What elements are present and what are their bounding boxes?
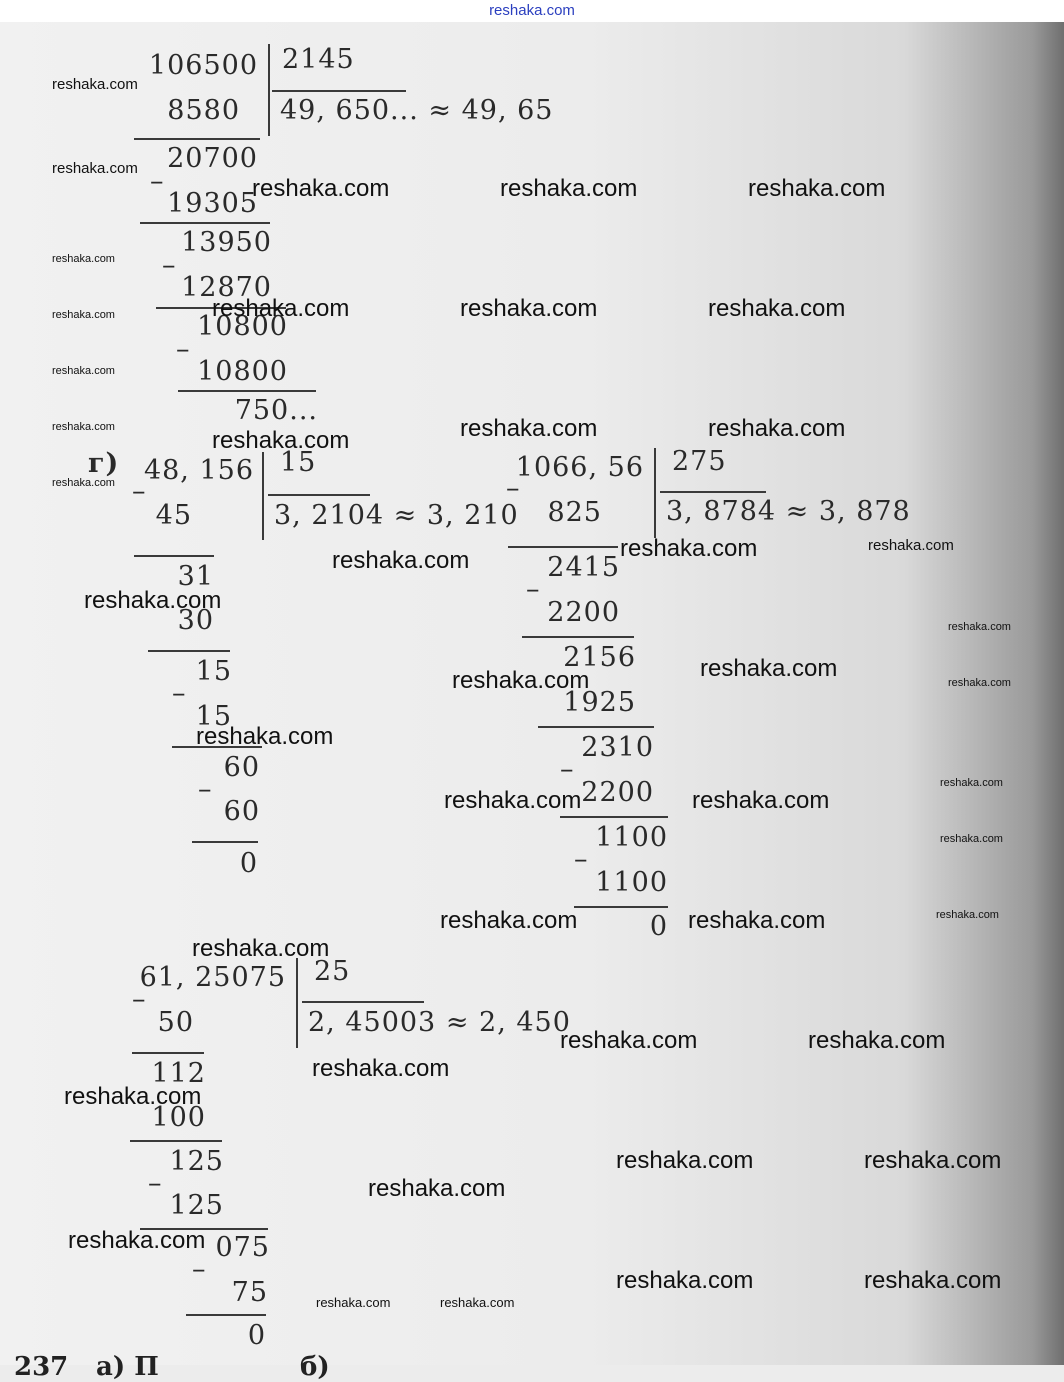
step-line bbox=[574, 906, 668, 908]
exercise-number: 237 bbox=[14, 1352, 69, 1382]
watermark: reshaka.com bbox=[500, 175, 638, 202]
step-line bbox=[130, 1140, 222, 1142]
watermark: reshaka.com bbox=[252, 175, 390, 202]
minus-sign: – bbox=[150, 166, 165, 197]
watermark: reshaka.com bbox=[948, 621, 1011, 633]
step: 112 bbox=[151, 1058, 206, 1089]
division-bar bbox=[268, 44, 270, 136]
step: 125 bbox=[169, 1146, 224, 1177]
step: 2415 bbox=[547, 552, 620, 583]
step-line bbox=[508, 546, 618, 548]
next-exercise-cut bbox=[0, 1350, 1064, 1382]
minus-sign: – bbox=[574, 844, 589, 875]
step-line bbox=[140, 222, 270, 224]
step: 1100 bbox=[595, 822, 668, 853]
watermark: reshaka.com bbox=[616, 1147, 754, 1174]
division-bar bbox=[262, 452, 264, 540]
step: 2156 bbox=[563, 642, 636, 673]
step-line bbox=[178, 390, 316, 392]
watermark: reshaka.com bbox=[196, 723, 334, 750]
watermark: reshaka.com bbox=[192, 935, 330, 962]
divisor: 15 bbox=[280, 447, 317, 478]
minus-sign: – bbox=[198, 774, 213, 805]
dividend: 1066, 56 bbox=[515, 452, 644, 483]
watermark: reshaka.com bbox=[444, 787, 582, 814]
watermark: reshaka.com bbox=[64, 1083, 202, 1110]
step: 20700 bbox=[167, 143, 258, 174]
watermark: reshaka.com bbox=[460, 415, 598, 442]
minus-sign: – bbox=[526, 574, 541, 605]
step: 8580 bbox=[167, 95, 240, 126]
step: 60 bbox=[223, 752, 260, 783]
watermark: reshaka.com bbox=[692, 787, 830, 814]
watermark: reshaka.com bbox=[708, 415, 846, 442]
watermark: reshaka.com bbox=[616, 1267, 754, 1294]
watermark: reshaka.com bbox=[52, 160, 138, 177]
step: 30 bbox=[177, 605, 214, 636]
remainder: 0 bbox=[239, 848, 258, 879]
watermark: reshaka.com bbox=[68, 1227, 206, 1254]
quotient: 2, 45003 ≈ 2, 450 bbox=[308, 1007, 571, 1038]
division-bar bbox=[654, 448, 656, 538]
divisor: 275 bbox=[672, 446, 727, 477]
step-line bbox=[148, 650, 230, 652]
divisor-line bbox=[660, 491, 766, 493]
step-line bbox=[186, 1314, 266, 1316]
step: 13950 bbox=[181, 227, 272, 258]
watermark: reshaka.com bbox=[52, 365, 115, 377]
step: 2310 bbox=[581, 732, 654, 763]
step: 1925 bbox=[563, 687, 636, 718]
division-bar bbox=[296, 958, 298, 1048]
step: 15 bbox=[195, 656, 232, 687]
cut-text: а) П bbox=[96, 1352, 159, 1382]
step-line bbox=[134, 555, 214, 557]
step-line bbox=[522, 636, 634, 638]
step-line bbox=[538, 726, 654, 728]
watermark: reshaka.com bbox=[52, 421, 115, 433]
site-header[interactable]: reshaka.com bbox=[489, 2, 575, 19]
watermark: reshaka.com bbox=[52, 253, 115, 265]
watermark: reshaka.com bbox=[52, 477, 115, 489]
watermark: reshaka.com bbox=[708, 295, 846, 322]
watermark: reshaka.com bbox=[52, 309, 115, 321]
watermark: reshaka.com bbox=[864, 1147, 1002, 1174]
divisor: 2145 bbox=[282, 44, 355, 75]
step: 075 bbox=[215, 1232, 270, 1263]
watermark: reshaka.com bbox=[864, 1267, 1002, 1294]
step: 15 bbox=[195, 701, 232, 732]
step: 1100 bbox=[595, 867, 668, 898]
remainder: 0 bbox=[649, 911, 668, 942]
divisor-line bbox=[272, 90, 406, 92]
watermark: reshaka.com bbox=[620, 535, 758, 562]
step: 60 bbox=[223, 796, 260, 827]
step-line bbox=[560, 816, 668, 818]
watermark: reshaka.com bbox=[212, 295, 350, 322]
watermark: reshaka.com bbox=[312, 1055, 450, 1082]
watermark: reshaka.com bbox=[940, 833, 1003, 845]
watermark: reshaka.com bbox=[332, 547, 470, 574]
remainder: 0 bbox=[247, 1320, 266, 1351]
watermark: reshaka.com bbox=[316, 1295, 391, 1310]
dividend: 48, 156 bbox=[143, 455, 254, 486]
watermark: reshaka.com bbox=[368, 1175, 506, 1202]
divisor: 25 bbox=[314, 956, 351, 987]
step: 12870 bbox=[181, 272, 272, 303]
quotient: 3, 8784 ≈ 3, 878 bbox=[666, 496, 911, 527]
watermark: reshaka.com bbox=[700, 655, 838, 682]
step-line bbox=[134, 138, 260, 140]
step: 10800 bbox=[197, 311, 288, 342]
step: 19305 bbox=[167, 188, 258, 219]
minus-sign: – bbox=[162, 250, 177, 281]
step: 100 bbox=[151, 1102, 206, 1133]
part-label: г) bbox=[88, 448, 120, 479]
step: 10800 bbox=[197, 356, 288, 387]
watermark: reshaka.com bbox=[212, 427, 350, 454]
watermark: reshaka.com bbox=[940, 777, 1003, 789]
minus-sign: – bbox=[506, 473, 521, 504]
step: 125 bbox=[169, 1190, 224, 1221]
watermark: reshaka.com bbox=[688, 907, 826, 934]
minus-sign: – bbox=[132, 984, 147, 1015]
minus-sign: – bbox=[192, 1254, 207, 1285]
step: 2200 bbox=[547, 597, 620, 628]
remainder: 750... bbox=[234, 395, 318, 426]
watermark: reshaka.com bbox=[868, 537, 954, 554]
step-line bbox=[132, 1052, 204, 1054]
step: 825 bbox=[547, 497, 602, 528]
cut-text: б) bbox=[300, 1352, 330, 1382]
divisor-line bbox=[302, 1001, 424, 1003]
step-line bbox=[192, 841, 258, 843]
watermark: reshaka.com bbox=[452, 667, 590, 694]
dividend: 61, 25075 bbox=[139, 962, 286, 993]
minus-sign: – bbox=[176, 334, 191, 365]
watermark: reshaka.com bbox=[460, 295, 598, 322]
step: 2200 bbox=[581, 777, 654, 808]
watermark: reshaka.com bbox=[440, 1295, 515, 1310]
step: 31 bbox=[177, 561, 214, 592]
dividend: 106500 bbox=[148, 50, 258, 81]
step: 45 bbox=[155, 500, 192, 531]
minus-sign: – bbox=[560, 754, 575, 785]
minus-sign: – bbox=[132, 476, 147, 507]
divisor-line bbox=[268, 494, 370, 496]
step: 50 bbox=[157, 1007, 194, 1038]
watermark: reshaka.com bbox=[560, 1027, 698, 1054]
watermark: reshaka.com bbox=[808, 1027, 946, 1054]
quotient: 3, 2104 ≈ 3, 210 bbox=[274, 500, 519, 531]
watermark: reshaka.com bbox=[948, 677, 1011, 689]
watermark: reshaka.com bbox=[936, 909, 999, 921]
minus-sign: – bbox=[172, 678, 187, 709]
quotient: 49, 650... ≈ 49, 65 bbox=[280, 95, 554, 126]
watermark: reshaka.com bbox=[52, 76, 138, 93]
watermark: reshaka.com bbox=[84, 587, 222, 614]
watermark: reshaka.com bbox=[440, 907, 578, 934]
watermark: reshaka.com bbox=[748, 175, 886, 202]
minus-sign: – bbox=[148, 1168, 163, 1199]
step: 75 bbox=[231, 1277, 268, 1308]
